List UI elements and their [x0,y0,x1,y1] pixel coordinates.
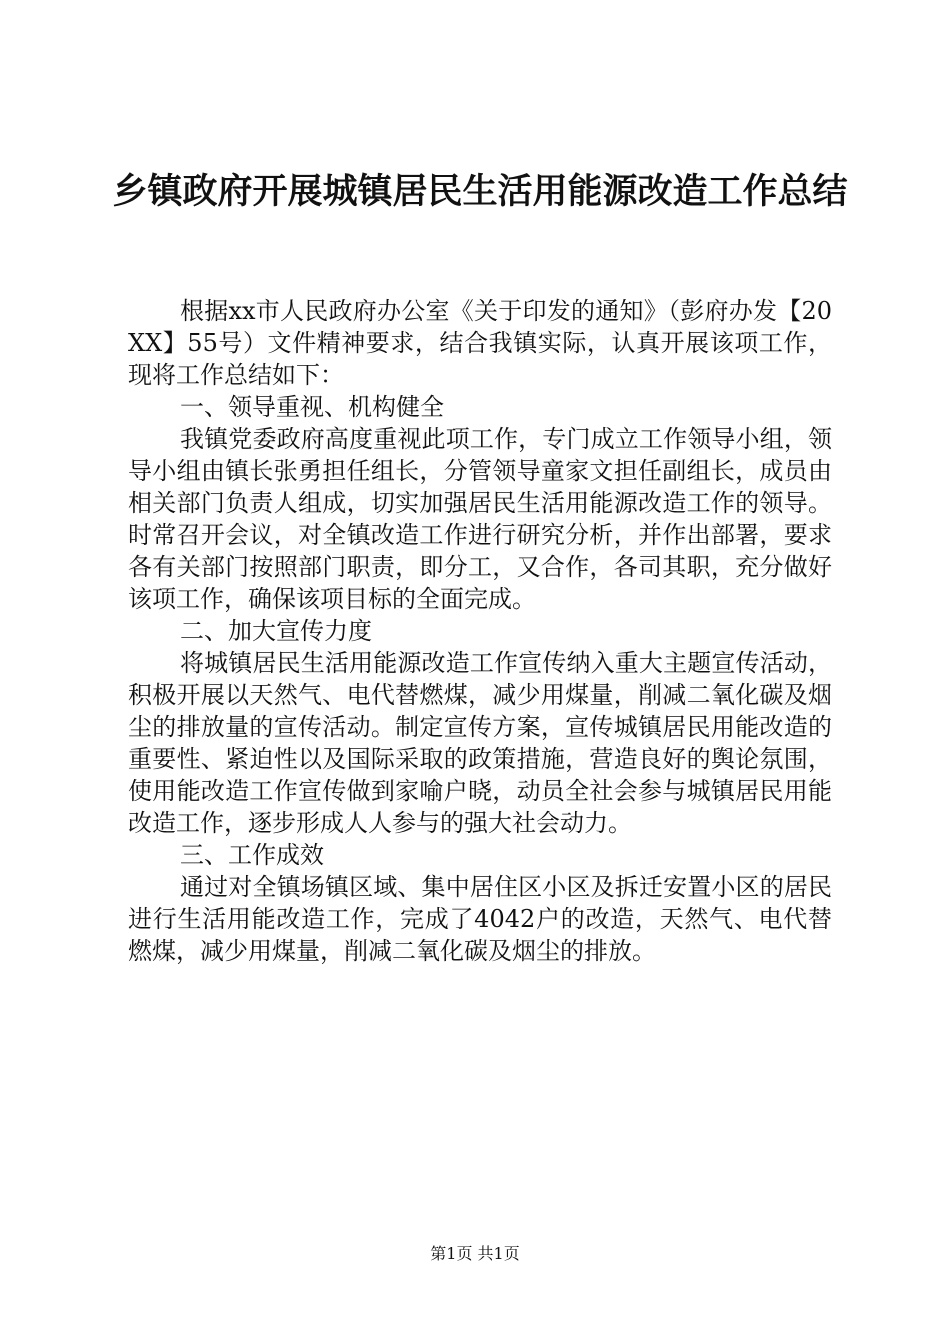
section-heading-1: 一、领导重视、机构健全 [180,393,444,421]
section-paragraph-3: 通过对全镇场镇区域、集中居住区小区及拆迁安置小区的居民进行生活用能改造工作，完成了4042户的改造，天然气、电代替燃煤，减少用煤量，削减二氧化碳及烟尘的排放。 [128,873,832,965]
document-title: 乡镇政府开展城镇居民生活用能源改造工作总结 [112,171,848,212]
section-paragraph-1: 我镇党委政府高度重视此项工作，专门成立工作领导小组，领导小组由镇长张勇担任组长，分管领导童家文担任副组长，成员由相关部门负责人组成，切实加强居民生活用能源改造工作的领导。时常召开会议，对全镇改造工作进行研究分析，并作出部署，要求各有关部门按照部门职责，即分工，又合作，各司其职，充分做好该项工作，确保该项目标的全面完成。 [128,425,832,613]
intro-paragraph: 根据xx市人民政府办公室《关于印发的通知》（彭府办发【20XX】55号）文件精神要求，结合我镇实际，认真开展该项工作，现将工作总结如下： [128,297,832,389]
document-body [128,295,832,967]
section-heading-3: 三、工作成效 [180,841,324,869]
section-heading-2: 二、加大宣传力度 [180,617,372,645]
section-paragraph-2: 将城镇居民生活用能源改造工作宣传纳入重大主题宣传活动，积极开展以天然气、电代替燃煤，减少用煤量，削减二氧化碳及烟尘的排放量的宣传活动。制定宣传方案，宣传城镇居民用能改造的重要性、紧迫性以及国际采取的政策措施，营造良好的舆论氛围，使用能改造工作宣传做到家喻户晓，动员全社会参与城镇居民用能改造工作，逐步形成人人参与的强大社会动力。 [128,649,832,837]
page-footer: 第1页 共1页 [430,1244,520,1263]
